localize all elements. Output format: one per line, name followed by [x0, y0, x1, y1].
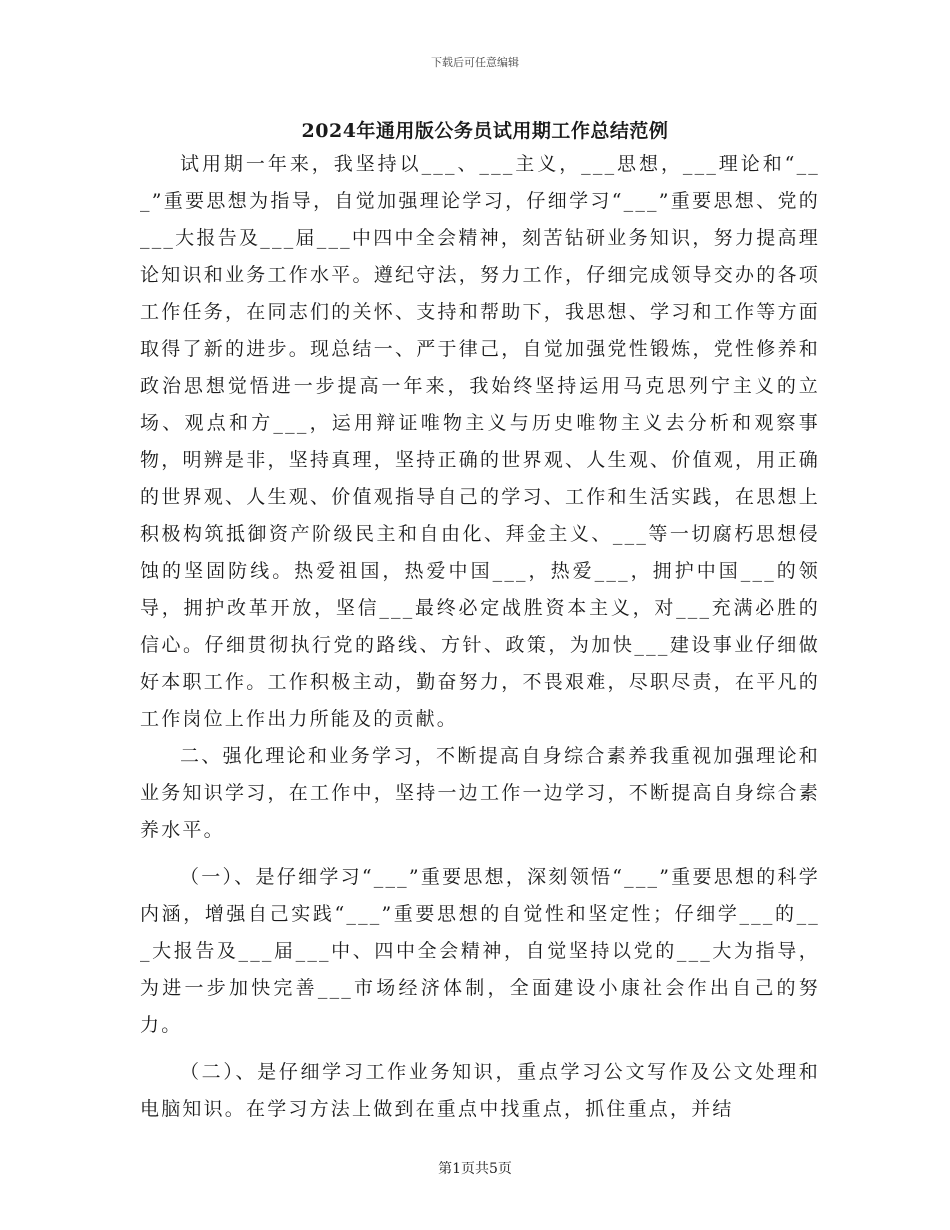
- paragraph-section-two: 二、强化理论和业务学习，不断提高自身综合素养我重视加强理论和业务知识学习，在工作中，坚持一边工作一边学习，不断提高自身综合素养水平。: [140, 745, 820, 841]
- paragraph-item-two: （二）、是仔细学习工作业务知识，重点学习公文写作及公文处理和电脑知识。在学习方法上做到在重点中找重点，抓住重点，并结: [140, 1061, 820, 1120]
- paragraph-item-one: （一）、是仔细学习“___”重要思想，深刻领悟“___”重要思想的科学内涵，增强自己实践“___”重要思想的自觉性和坚定性；仔细学___的___大报告及___届___中、四中全会精神，自觉坚持以党的___大为指导，为进一步加快完善___市场经济体制，全面建设小康社会作出自己的努力。: [140, 866, 820, 1036]
- page-number: 第1页共5页: [438, 1161, 512, 1177]
- paragraph-intro: 试用期一年来，我坚持以___、___主义，___思想，___理论和“___”重要思想为指导，自觉加强理论学习，仔细学习“___”重要思想、党的___大报告及___届___中四中全会精神，刻苦钻研业务知识，努力提高理论知识和业务工作水平。遵纪守法，努力工作，仔细完成领导交办的各项工作任务，在同志们的关怀、支持和帮助下，我思想、学习和工作等方面取得了新的进步。现总结一、严于律己，自觉加强党性锻炼，党性修养和政治思想觉悟进一步提高一年来，我始终坚持运用马克思列宁主义的立场、观点和方___，运用辩证唯物主义与历史唯物主义去分析和观察事物，明辨是非，坚持真理，坚持正确的世界观、人生观、价值观，用正确的世界观、人生观、价值观指导自己的学习、工作和生活实践，在思想上积极构筑抵御资产阶级民主和自由化、拜金主义、___等一切腐朽思想侵蚀的坚固防线。热爱祖国，热爱中国___，热爱___，拥护中国___的领导，拥护改革开放，坚信___最终必定战胜资本主义，对___充满必胜的信心。仔细贯彻执行党的路线、方针、政策，为加快___建设事业仔细做好本职工作。工作积极主动，勤奋努力，不畏艰难，尽职尽责，在平凡的工作岗位上作出力所能及的贡献。: [140, 153, 820, 730]
- download-editable-note: 下载后可任意编辑: [431, 56, 519, 69]
- document-title: 2024年通用版公务员试用期工作总结范例: [301, 120, 669, 142]
- document-body: [140, 146, 820, 1128]
